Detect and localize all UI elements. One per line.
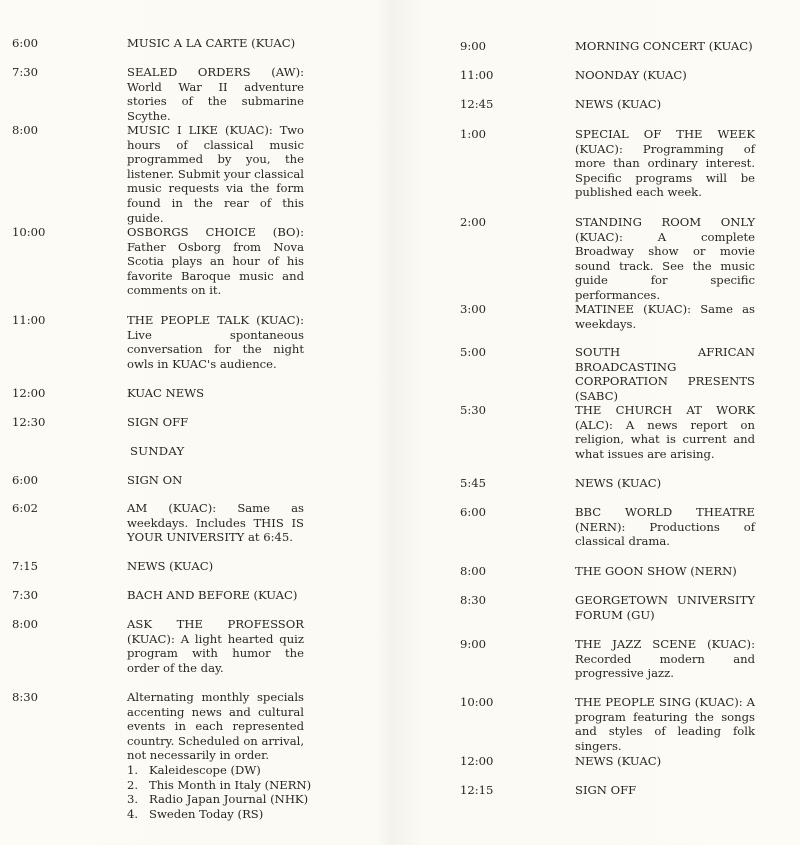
entry-description: NEWS (KUAC) <box>127 559 214 573</box>
list-item: 2. This Month in Italy (NERN) <box>127 777 312 792</box>
entry-time: 8:30 <box>460 593 487 607</box>
entry-description: NEWS (KUAC) <box>575 476 662 490</box>
entry-description: NEWS (KUAC) <box>575 97 662 111</box>
entry-time: 12:45 <box>460 97 494 111</box>
entry-time: 12:15 <box>460 783 494 797</box>
entry-description: MATINEE (KUAC): Same as weekdays. <box>575 302 755 331</box>
entry-description: THE GOON SHOW (NERN) <box>575 564 737 578</box>
entry-time: 12:00 <box>460 754 494 768</box>
entry-time: 6:02 <box>12 501 39 515</box>
day-heading: SUNDAY <box>130 444 185 458</box>
entry-time: 5:00 <box>460 345 487 359</box>
entry-time: 6:00 <box>12 473 39 487</box>
entry-time: 12:30 <box>12 415 46 429</box>
entry-time: 12:00 <box>12 386 46 400</box>
entry-time: 7:30 <box>12 65 39 79</box>
entry-time: 9:00 <box>460 39 487 53</box>
entry-description: MUSIC I LIKE (KUAC): Two hours of classical music programmed by you, the listener. Submit your classical music requests via the form found in the rear of this guide. <box>127 123 304 225</box>
specials-list <box>127 762 312 821</box>
entry-time: 5:30 <box>460 403 487 417</box>
entry-description: SEALED ORDERS (AW): World War II adventure stories of the submarine Scythe. <box>127 65 304 123</box>
entry-description: SOUTH AFRICAN BROADCASTING CORPORATION PRESENTS (SABC) <box>575 345 755 403</box>
entry-description: GEORGETOWN UNIVERSITY FORUM (GU) <box>575 593 755 622</box>
entry-time: 10:00 <box>12 225 46 239</box>
entry-description: SIGN ON <box>127 473 183 487</box>
entry-description: NEWS (KUAC) <box>575 754 662 768</box>
entry-description: STANDING ROOM ONLY (KUAC): A complete Broadway show or movie sound track. See the music guide for specific performances. <box>575 215 755 302</box>
entry-time: 8:00 <box>12 123 39 137</box>
entry-description: THE PEOPLE TALK (KUAC): Live spontaneous conversation for the night owls in KUAC's audience. <box>127 313 304 371</box>
entry-time: 6:00 <box>460 505 487 519</box>
list-item: 4. Sweden Today (RS) <box>127 806 264 821</box>
entry-time: 10:00 <box>460 695 494 709</box>
entry-time: 11:00 <box>12 313 46 327</box>
entry-description: THE PEOPLE SING (KUAC): A program featuring the songs and styles of leading folk singers. <box>575 695 755 753</box>
entry-time: 1:00 <box>460 127 487 141</box>
entry-description: KUAC NEWS <box>127 386 205 400</box>
entry-description: BBC WORLD THEATRE (NERN): Productions of classical drama. <box>575 505 755 549</box>
list-item: 3. Radio Japan Journal (NHK) <box>127 792 309 807</box>
entry-time: 6:00 <box>12 36 39 50</box>
entry-description: SPECIAL OF THE WEEK (KUAC): Programming of more than ordinary interest. Specific programs will be published each week. <box>575 127 755 200</box>
entry-description: THE CHURCH AT WORK (ALC): A news report on religion, what is current and what issues are arising. <box>575 403 755 461</box>
entry-description: THE JAZZ SCENE (KUAC): Recorded modern and progressive jazz. <box>575 637 755 681</box>
entry-description: SIGN OFF <box>575 783 637 797</box>
entry-description: NOONDAY (KUAC) <box>575 68 687 82</box>
entry-description: OSBORGS CHOICE (BO): Father Osborg from Nova Scotia plays an hour of his favorite Baroque music and comments on it. <box>127 225 304 298</box>
entry-description: AM (KUAC): Same as weekdays. Includes THIS IS YOUR UNIVERSITY at 6:45. <box>127 501 304 545</box>
entry-description <box>127 690 312 821</box>
specials-description: Alternating monthly specials accenting news and cultural events in each represented country. Scheduled on arrival, not necessarily in order. <box>127 690 305 763</box>
list-item: 1. Kaleidescope (DW) <box>127 762 261 777</box>
entry-time: 7:30 <box>12 588 39 602</box>
entry-time: 9:00 <box>460 637 487 651</box>
entry-description: BACH AND BEFORE (KUAC) <box>127 588 298 602</box>
entry-time: 7:15 <box>12 559 39 573</box>
entry-time: 8:00 <box>460 564 487 578</box>
entry-description: MUSIC A LA CARTE (KUAC) <box>127 36 296 50</box>
entry-time: 8:00 <box>12 617 39 631</box>
entry-description: ASK THE PROFESSOR (KUAC): A light hearted quiz program with humor the order of the day. <box>127 617 304 675</box>
entry-description: SIGN OFF <box>127 415 189 429</box>
entry-time: 5:45 <box>460 476 487 490</box>
entry-time: 11:00 <box>460 68 494 82</box>
entry-time: 8:30 <box>12 690 39 704</box>
right-column <box>400 0 800 845</box>
entry-time: 3:00 <box>460 302 487 316</box>
entry-time: 2:00 <box>460 215 487 229</box>
entry-description: MORNING CONCERT (KUAC) <box>575 39 753 53</box>
